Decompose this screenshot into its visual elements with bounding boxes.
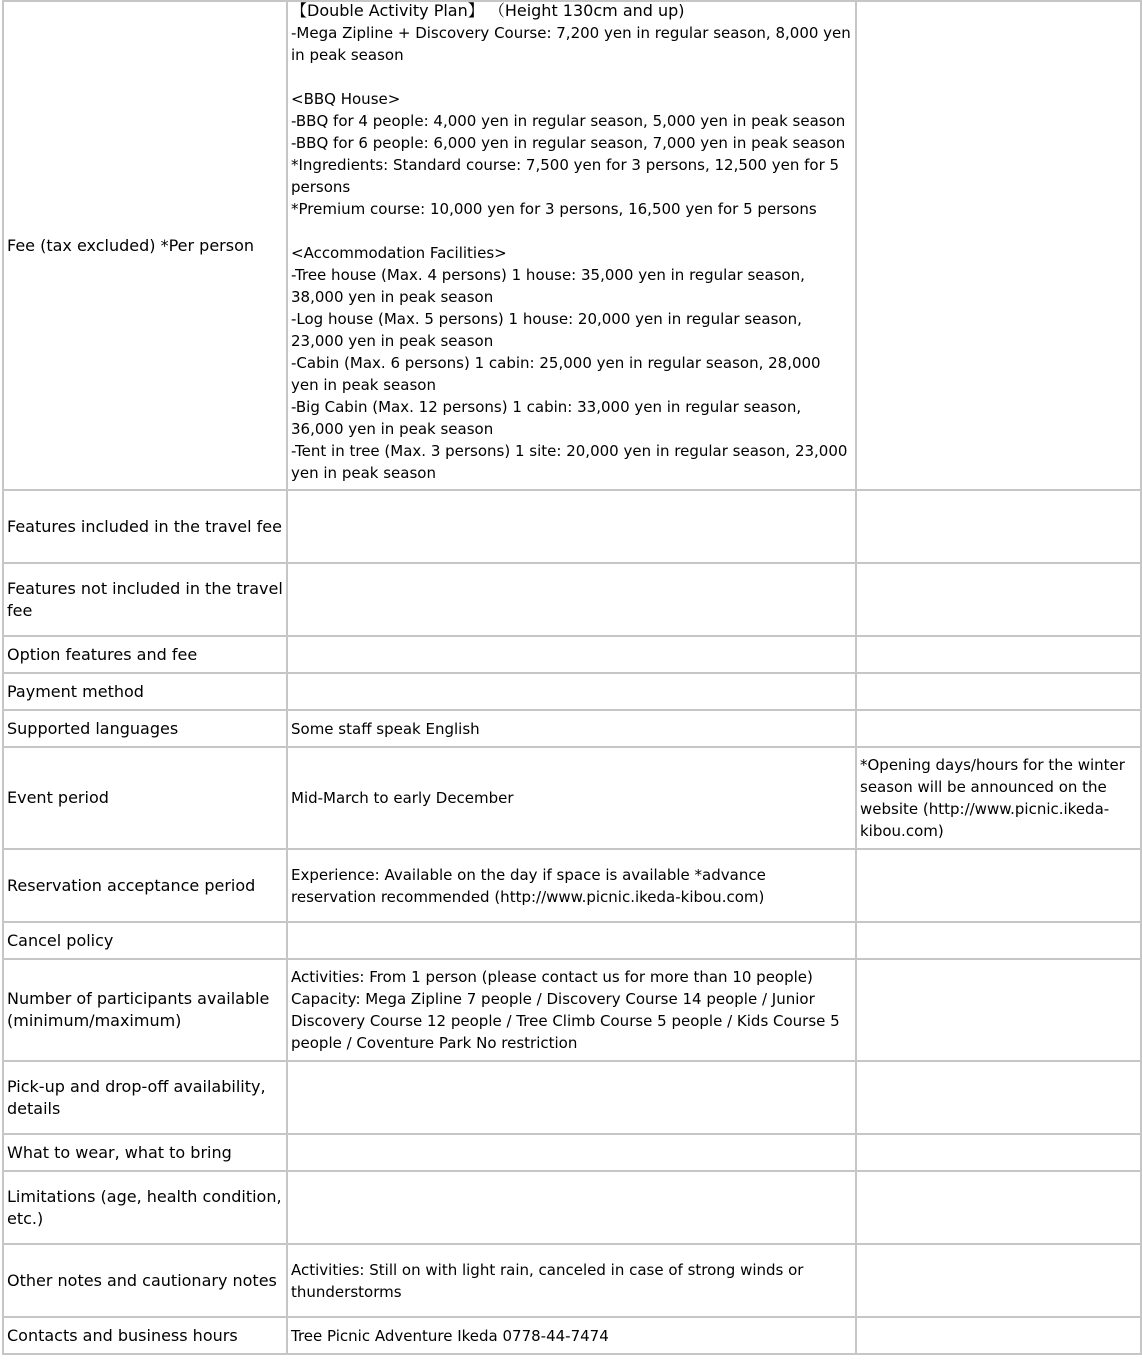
row-note-pickup: [856, 1061, 1141, 1134]
fee-blank-line: [291, 220, 852, 242]
fee-blank-line: [291, 66, 852, 88]
row-label-limitations: Limitations (age, health condition, etc.): [3, 1171, 287, 1244]
row-note-event-period: *Opening days/hours for the winter season will be announced on the website (http://www.picnic.ikeda-kibou.com): [856, 747, 1141, 849]
row-value-fee: [287, 1, 856, 490]
participants-line-activities: Activities: From 1 person (please contact us for more than 10 people): [291, 968, 813, 986]
table-row-contacts: [3, 1317, 1141, 1354]
row-label-option-features: Option features and fee: [3, 636, 287, 673]
row-label-reservation-period: Reservation acceptance period: [3, 849, 287, 922]
row-label-features-included: Features included in the travel fee: [3, 490, 287, 563]
row-value-cancel-policy: [287, 922, 856, 959]
row-note-option-features: [856, 636, 1141, 673]
table-row-other-notes: [3, 1244, 1141, 1317]
table-row-option-features: [3, 636, 1141, 673]
fee-line: -Tent in tree (Max. 3 persons) 1 site: 20,000 yen in regular season, 23,000 yen in peak season: [291, 442, 848, 482]
fee-line: -BBQ for 6 people: 6,000 yen in regular season, 7,000 yen in peak season: [291, 134, 846, 152]
row-note-limitations: [856, 1171, 1141, 1244]
row-label-what-to-wear: What to wear, what to bring: [3, 1134, 287, 1171]
fee-line: -Mega Zipline + Discovery Course: 7,200 yen in regular season, 8,000 yen in peak season: [291, 24, 851, 64]
row-note-contacts: [856, 1317, 1141, 1354]
fee-line: <BBQ House>: [291, 90, 401, 108]
fee-line: 【Double Activity Plan】 （Height 130cm and up): [291, 1, 685, 20]
row-value-option-features: [287, 636, 856, 673]
participants-line-capacity: Capacity: Mega Zipline 7 people / Discovery Course 14 people / Junior Discovery Course 12 people / Tree Climb Course 5 people / Kids Course 5 people / Coventure Park No restriction: [291, 990, 840, 1052]
table-row-pickup: [3, 1061, 1141, 1134]
row-label-fee: Fee (tax excluded) *Per person: [3, 1, 287, 490]
row-label-cancel-policy: Cancel policy: [3, 922, 287, 959]
row-label-pickup: Pick-up and drop-off availability, details: [3, 1061, 287, 1134]
row-value-supported-languages: Some staff speak English: [287, 710, 856, 747]
row-value-features-included: [287, 490, 856, 563]
table-row-features-not-included: [3, 563, 1141, 636]
row-note-payment-method: [856, 673, 1141, 710]
row-label-contacts: Contacts and business hours: [3, 1317, 287, 1354]
row-note-what-to-wear: [856, 1134, 1141, 1171]
table-row-limitations: [3, 1171, 1141, 1244]
row-value-other-notes: Activities: Still on with light rain, canceled in case of strong winds or thunderstorms: [287, 1244, 856, 1317]
table-row-reservation-period: [3, 849, 1141, 922]
row-label-supported-languages: Supported languages: [3, 710, 287, 747]
fee-line: <Accommodation Facilities>: [291, 244, 507, 262]
row-value-contacts: Tree Picnic Adventure Ikeda 0778-44-7474: [287, 1317, 856, 1354]
table-row-supported-languages: [3, 710, 1141, 747]
table-row-participants: [3, 959, 1141, 1061]
row-value-participants: [287, 959, 856, 1061]
row-note-features-not-included: [856, 563, 1141, 636]
row-label-event-period: Event period: [3, 747, 287, 849]
fee-line: -Tree house (Max. 4 persons) 1 house: 35,000 yen in regular season, 38,000 yen in peak season: [291, 266, 805, 306]
row-note-cancel-policy: [856, 922, 1141, 959]
info-table: [2, 0, 1142, 1355]
table-row-what-to-wear: [3, 1134, 1141, 1171]
table-row-features-included: [3, 490, 1141, 563]
table-row-payment-method: [3, 673, 1141, 710]
row-note-other-notes: [856, 1244, 1141, 1317]
table-row-fee: [3, 1, 1141, 490]
row-note-reservation-period: [856, 849, 1141, 922]
row-note-features-included: [856, 490, 1141, 563]
table-row-event-period: [3, 747, 1141, 849]
row-value-limitations: [287, 1171, 856, 1244]
row-label-features-not-included: Features not included in the travel fee: [3, 563, 287, 636]
row-value-pickup: [287, 1061, 856, 1134]
row-value-payment-method: [287, 673, 856, 710]
fee-line: -Log house (Max. 5 persons) 1 house: 20,000 yen in regular season, 23,000 yen in peak season: [291, 310, 802, 350]
table-row-cancel-policy: [3, 922, 1141, 959]
fee-line: -Cabin (Max. 6 persons) 1 cabin: 25,000 yen in regular season, 28,000 yen in peak season: [291, 354, 821, 394]
row-value-reservation-period: Experience: Available on the day if space is available *advance reservation recommended (http://www.picnic.ikeda-kibou.com): [287, 849, 856, 922]
row-value-features-not-included: [287, 563, 856, 636]
row-label-other-notes: Other notes and cautionary notes: [3, 1244, 287, 1317]
row-value-event-period: Mid-March to early December: [287, 747, 856, 849]
row-note-supported-languages: [856, 710, 1141, 747]
row-label-payment-method: Payment method: [3, 673, 287, 710]
fee-line: -BBQ for 4 people: 4,000 yen in regular season, 5,000 yen in peak season: [291, 112, 846, 130]
row-value-what-to-wear: [287, 1134, 856, 1171]
fee-lines: [291, 1, 852, 487]
fee-line: *Premium course: 10,000 yen for 3 persons, 16,500 yen for 5 persons: [291, 200, 817, 218]
row-label-participants: Number of participants available (minimum/maximum): [3, 959, 287, 1061]
fee-line: -Big Cabin (Max. 12 persons) 1 cabin: 33,000 yen in regular season, 36,000 yen in peak season: [291, 398, 802, 438]
fee-line: *Ingredients: Standard course: 7,500 yen for 3 persons, 12,500 yen for 5 persons: [291, 156, 840, 196]
row-note-participants: [856, 959, 1141, 1061]
row-note-fee: [856, 1, 1141, 490]
